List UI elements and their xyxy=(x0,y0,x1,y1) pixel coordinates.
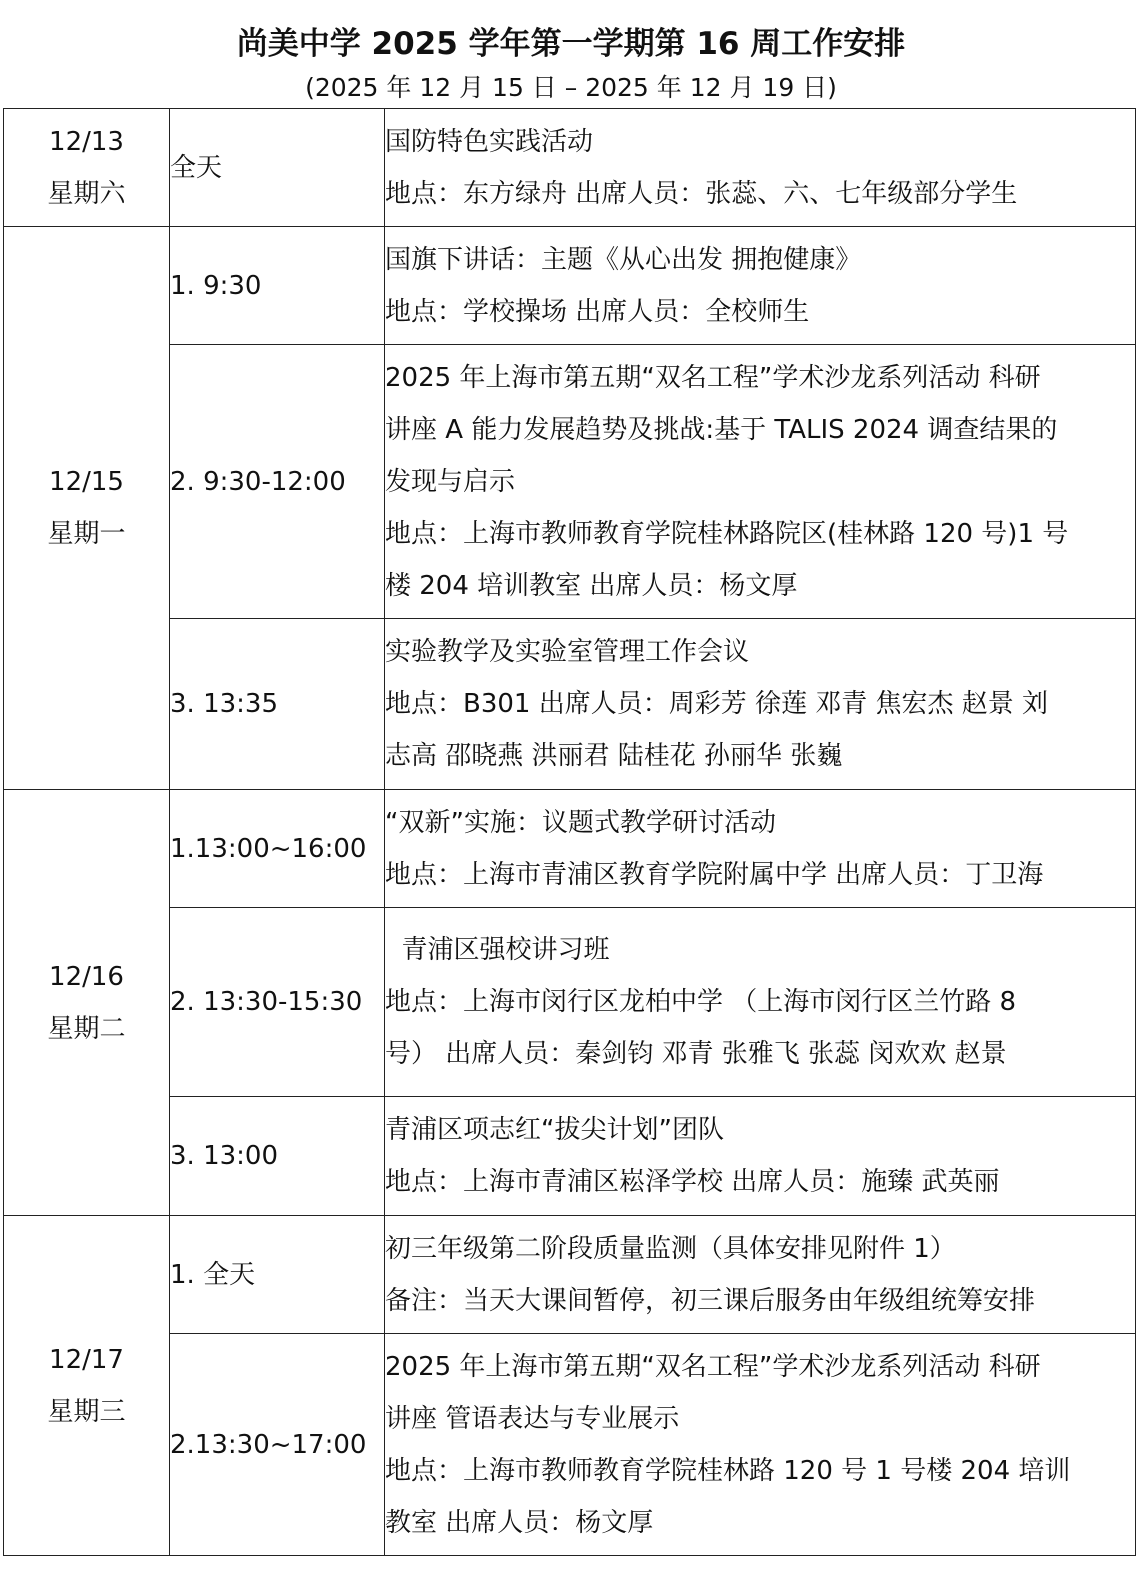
event-detail: 号） 出席人员：秦剑钧 邓青 张雅飞 张蕊 闵欢欢 赵景 xyxy=(385,1039,1007,1069)
table-row xyxy=(4,790,1136,908)
date-label: 12/15 xyxy=(49,467,124,497)
event-title: 初三年级第二阶段质量监测（具体安排见附件 1） xyxy=(385,1233,956,1264)
date-cell xyxy=(4,109,170,227)
table-row xyxy=(4,1097,1136,1216)
time-cell: 3. 13:35 xyxy=(170,619,385,790)
time-cell: 1. 全天 xyxy=(170,1216,385,1334)
date-label: 12/13 xyxy=(49,126,124,157)
table-row xyxy=(4,1216,1136,1334)
event-detail: 志高 邵晓燕 洪丽君 陆桂花 孙丽华 张巍 xyxy=(385,741,843,771)
event-detail: 地点：B301 出席人员：周彩芳 徐莲 邓青 焦宏杰 赵景 刘 xyxy=(385,689,1049,719)
event-content xyxy=(385,227,1136,345)
event-detail: 地点：学校操场 出席人员：全校师生 xyxy=(385,296,810,327)
date-range-subtitle: (2025 年 12 月 15 日 – 2025 年 12 月 19 日) xyxy=(305,73,837,102)
time-cell: 3. 13:00 xyxy=(170,1097,385,1216)
date-cell xyxy=(4,1216,170,1556)
event-title: 2025 年上海市第五期“双名工程”学术沙龙系列活动 科研 xyxy=(385,362,1041,393)
event-detail: 地点：东方绿舟 出席人员：张蕊、六、七年级部分学生 xyxy=(385,178,1018,209)
time-cell: 2. 9:30-12:00 xyxy=(170,345,385,619)
weekday-label: 星期三 xyxy=(47,1396,126,1427)
event-content xyxy=(385,1334,1136,1556)
event-content xyxy=(385,1097,1136,1216)
event-detail: 地点：上海市青浦区教育学院附属中学 出席人员：丁卫海 xyxy=(385,859,1044,890)
event-title: 青浦区强校讲习班 xyxy=(385,935,610,965)
date-cell xyxy=(4,227,170,790)
time-cell: 全天 xyxy=(170,109,385,227)
event-content xyxy=(385,1216,1136,1334)
event-content xyxy=(385,109,1136,227)
event-detail: 教室 出席人员：杨文厚 xyxy=(385,1507,654,1538)
schedule-table xyxy=(3,108,1136,1556)
event-content xyxy=(385,345,1136,619)
table-row xyxy=(4,908,1136,1097)
date-label: 12/17 xyxy=(49,1344,124,1375)
event-detail: 地点：上海市青浦区崧泽学校 出席人员：施臻 武英丽 xyxy=(385,1167,1000,1197)
event-detail: 备注：当天大课间暂停，初三课后服务由年级组统筹安排 xyxy=(385,1285,1036,1316)
event-title: 青浦区项志红“拔尖计划”团队 xyxy=(385,1115,724,1145)
event-title: 讲座 管语表达与专业展示 xyxy=(385,1403,680,1434)
event-detail: 地点：上海市闵行区龙柏中学 （上海市闵行区兰竹路 8 xyxy=(385,987,1017,1017)
date-cell xyxy=(4,790,170,1216)
table-row xyxy=(4,109,1136,227)
weekday-label: 星期二 xyxy=(47,1013,126,1044)
time-cell: 1.13:00~16:00 xyxy=(170,790,385,908)
time-cell: 1. 9:30 xyxy=(170,227,385,345)
event-title: 实验教学及实验室管理工作会议 xyxy=(385,637,750,667)
event-title: 2025 年上海市第五期“双名工程”学术沙龙系列活动 科研 xyxy=(385,1351,1041,1382)
weekday-label: 星期一 xyxy=(47,519,126,549)
time-cell: 2.13:30~17:00 xyxy=(170,1334,385,1556)
event-title: 国旗下讲话：主题《从心出发 拥抱健康》 xyxy=(385,244,862,275)
event-title: “双新”实施：议题式教学研讨活动 xyxy=(385,807,776,838)
event-detail: 地点：上海市教师教育学院桂林路 120 号 1 号楼 204 培训 xyxy=(385,1455,1071,1486)
event-title: 讲座 A 能力发展趋势及挑战:基于 TALIS 2024 调查结果的 xyxy=(385,414,1058,445)
time-cell: 2. 13:30-15:30 xyxy=(170,908,385,1097)
event-content xyxy=(385,790,1136,908)
event-detail: 地点：上海市教师教育学院桂林路院区(桂林路 120 号)1 号 xyxy=(385,518,1069,549)
event-title: 发现与启示 xyxy=(385,466,516,497)
event-detail: 楼 204 培训教室 出席人员：杨文厚 xyxy=(385,570,798,601)
date-label: 12/16 xyxy=(49,961,124,992)
event-content xyxy=(385,619,1136,790)
table-row xyxy=(4,1334,1136,1556)
table-row xyxy=(4,345,1136,619)
weekday-label: 星期六 xyxy=(47,178,126,209)
table-row xyxy=(4,619,1136,790)
page-title: 尚美中学 2025 学年第一学期第 16 周工作安排 xyxy=(236,26,906,62)
event-title: 国防特色实践活动 xyxy=(385,126,594,157)
table-row xyxy=(4,227,1136,345)
event-content xyxy=(385,908,1136,1097)
